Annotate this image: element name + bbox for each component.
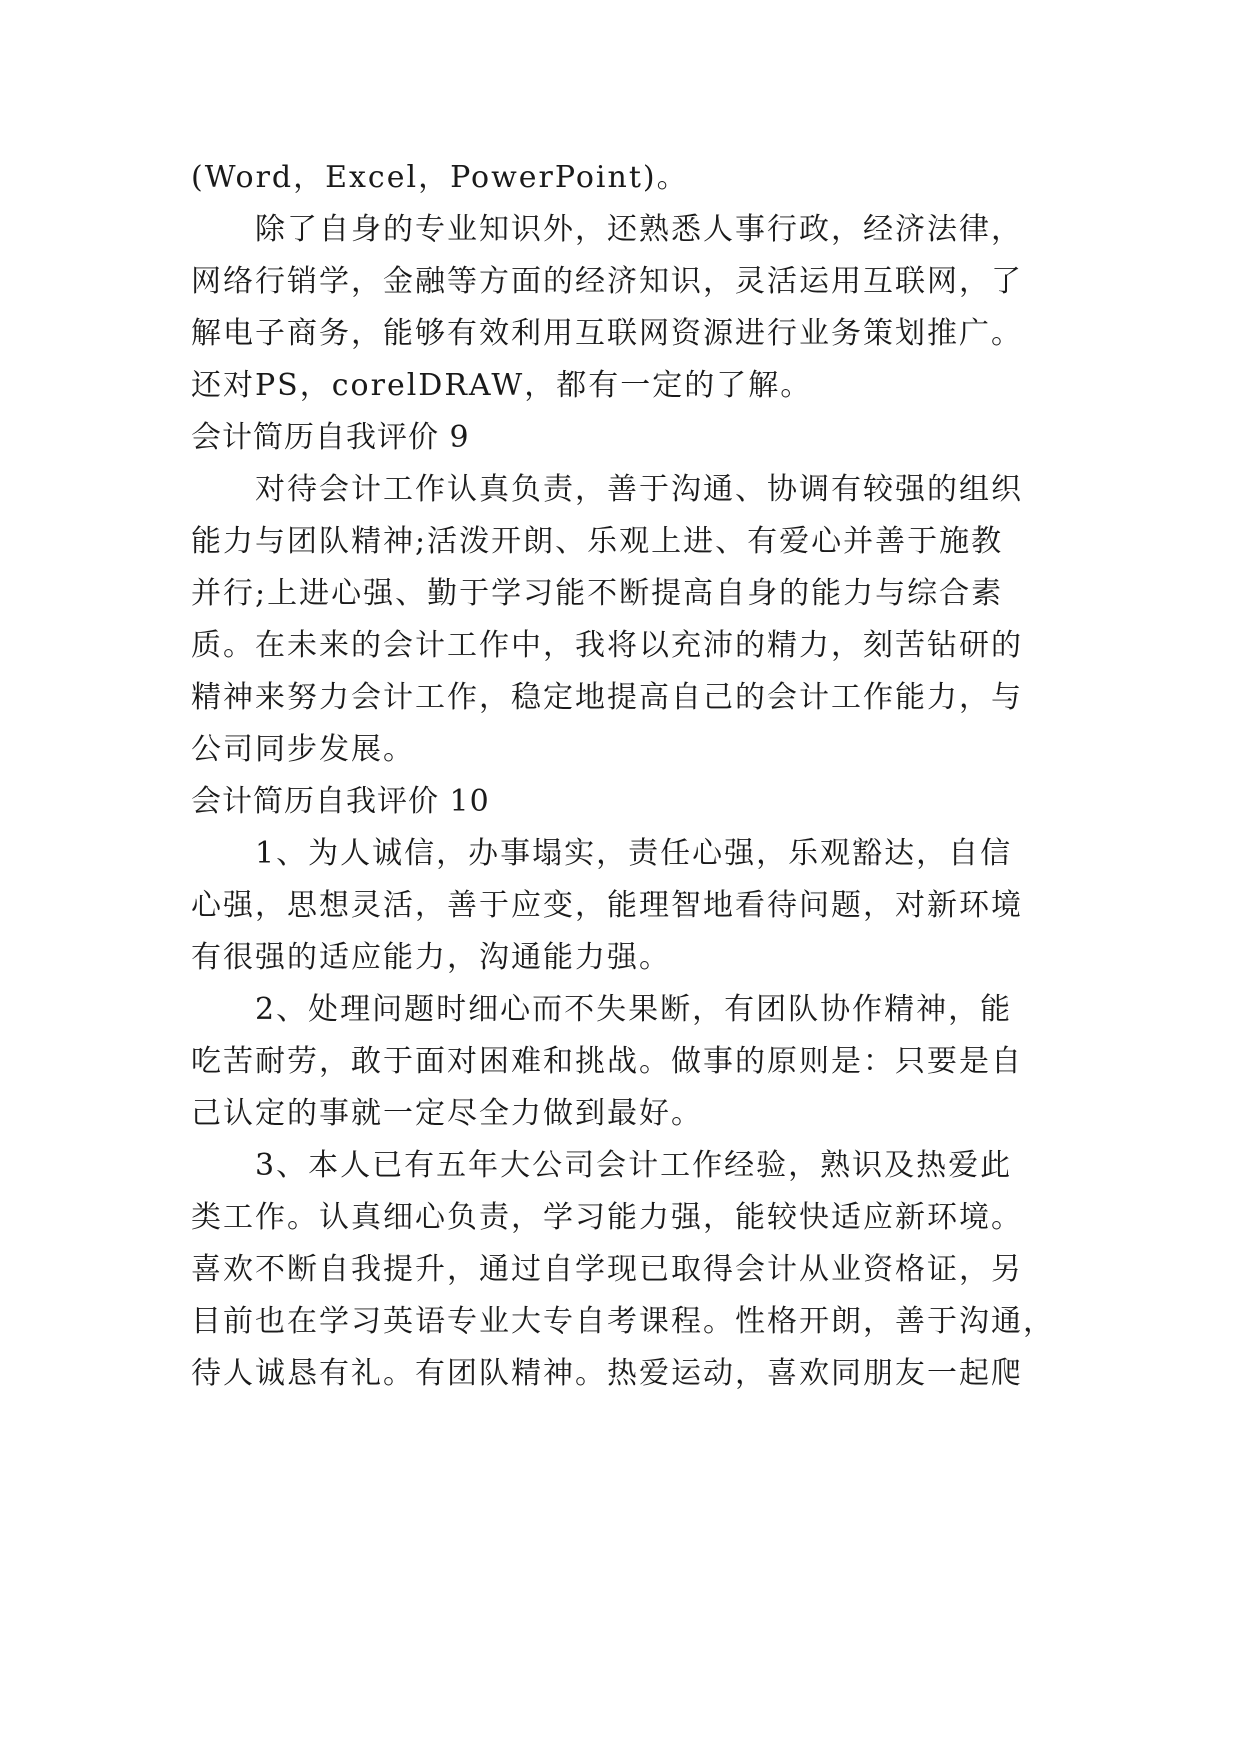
text-line: 精神来努力会计工作，稳定地提高自己的会计工作能力，与 bbox=[191, 680, 1023, 715]
text-line: 并行;上进心强、勤于学习能不断提高自身的能力与综合素 bbox=[191, 576, 1004, 611]
text-line: 质。在未来的会计工作中，我将以充沛的精力，刻苦钻研的 bbox=[191, 628, 1023, 663]
text-line: 网络行销学，金融等方面的经济知识，灵活运用互联网，了 bbox=[191, 264, 1023, 299]
section-heading: 会计简历自我评价 10 bbox=[191, 784, 490, 819]
text-line: 吃苦耐劳，敢于面对困难和挑战。做事的原则是：只要是自 bbox=[191, 1044, 1023, 1079]
paragraph-first-line: 除了自身的专业知识外，还熟悉人事行政，经济法律， bbox=[255, 212, 1023, 247]
paragraph-first-line: 2、处理问题时细心而不失果断，有团队协作精神，能 bbox=[255, 992, 1013, 1027]
text-line: 己认定的事就一定尽全力做到最好。 bbox=[191, 1096, 703, 1131]
text-line: (Word，Excel，PowerPoint)。 bbox=[191, 160, 689, 195]
section-heading: 会计简历自我评价 9 bbox=[191, 420, 470, 455]
text-line: 还对PS，corelDRAW，都有一定的了解。 bbox=[191, 368, 813, 403]
text-line: 有很强的适应能力，沟通能力强。 bbox=[191, 940, 671, 975]
text-line: 类工作。认真细心负责，学习能力强，能较快适应新环境。 bbox=[191, 1200, 1023, 1235]
text-line: 心强，思想灵活，善于应变，能理智地看待问题，对新环境 bbox=[191, 888, 1023, 923]
paragraph-first-line: 对待会计工作认真负责，善于沟通、协调有较强的组织 bbox=[255, 472, 1023, 507]
text-line: 能力与团队精神;活泼开朗、乐观上进、有爱心并善于施教 bbox=[191, 524, 1004, 559]
text-line: 喜欢不断自我提升，通过自学现已取得会计从业资格证，另 bbox=[191, 1252, 1023, 1287]
text-line: 目前也在学习英语专业大专自考课程。性格开朗，善于沟通， bbox=[191, 1304, 1055, 1339]
paragraph-first-line: 1、为人诚信，办事塌实，责任心强，乐观豁达，自信 bbox=[255, 836, 1013, 871]
text-line: 待人诚恳有礼。有团队精神。热爱运动，喜欢同朋友一起爬 bbox=[191, 1356, 1023, 1391]
text-line: 公司同步发展。 bbox=[191, 732, 415, 767]
paragraph-first-line: 3、本人已有五年大公司会计工作经验，熟识及热爱此 bbox=[255, 1148, 1013, 1183]
text-line: 解电子商务，能够有效利用互联网资源进行业务策划推广。 bbox=[191, 316, 1023, 351]
